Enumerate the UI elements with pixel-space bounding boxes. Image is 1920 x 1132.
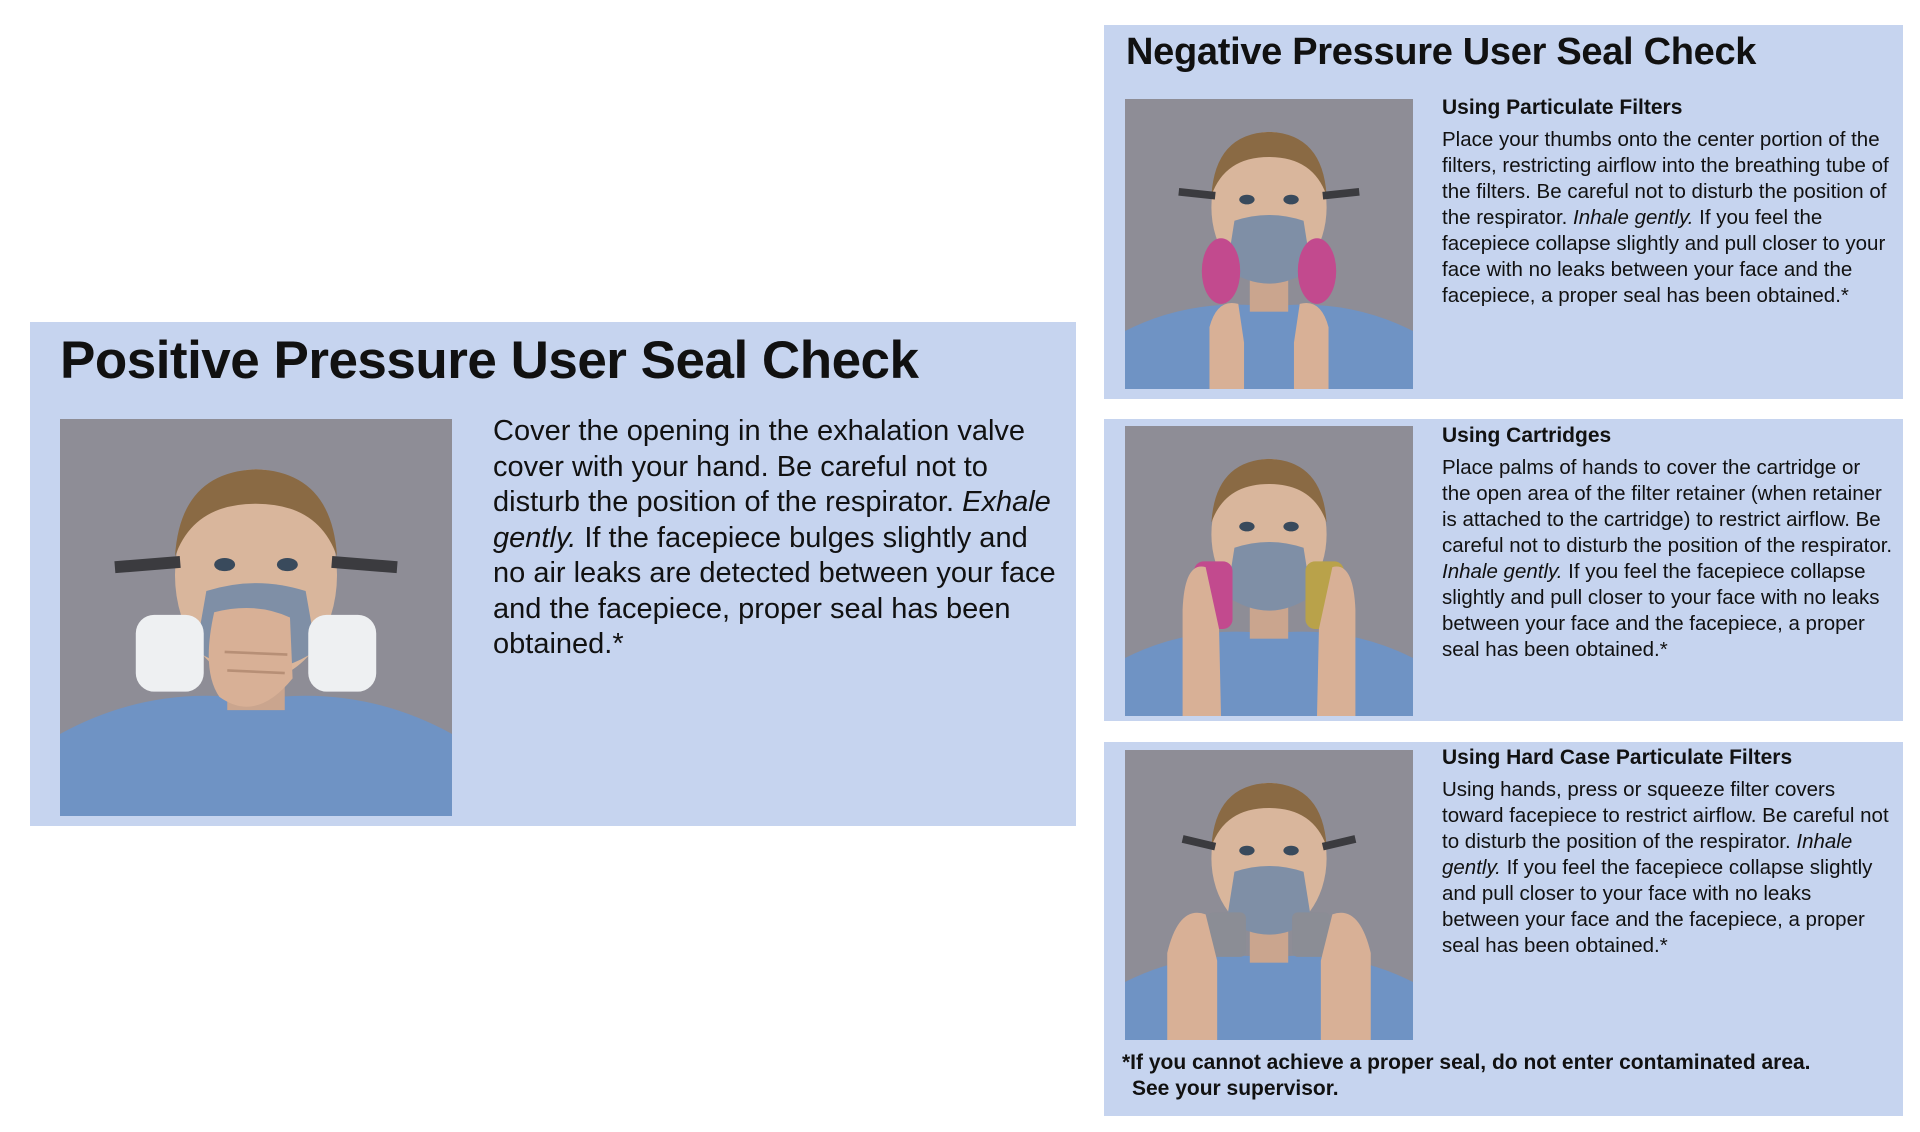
cartridges-text-2: If you feel the facepiece collapse slightly and pull closer to your face with no leaks between your face and the facepiece, a proper seal has been obtained.* [1442, 560, 1880, 661]
positive-pressure-text-2: If the facepiece bulges slightly and no air leaks are detected between your face and the facepiece, proper seal has been obtained.* [493, 521, 1056, 660]
cartridges-panel [1104, 419, 1903, 721]
footnote-line-2: See your supervisor. [1132, 1077, 1339, 1100]
hard-case-filters-text-1: Using hands, press or squeeze filter covers toward facepiece to restrict airflow. Be careful not to disturb the position of the respirator. [1442, 778, 1889, 853]
hard-case-filters-heading: Using Hard Case Particulate Filters [1442, 746, 1793, 769]
footnote [1122, 1050, 1892, 1102]
negative-pressure-panel [1104, 25, 1903, 399]
cartridges-section [1442, 423, 1894, 663]
particulate-filters-photo [1125, 99, 1413, 389]
footnote-line-1: *If you cannot achieve a proper seal, do not enter contaminated area. [1122, 1051, 1811, 1074]
cartridges-text-1: Place palms of hands to cover the cartridge or the open area of the filter retainer (when retainer is attached to the cartridge) to restrict airflow. Be careful not to disturb the position of the respirator. [1442, 456, 1893, 557]
particulate-filters-text-2: If you feel the facepiece collapse slightly and pull closer to your face with no leaks between your face and the facepiece, a proper seal has been obtained.* [1442, 206, 1886, 307]
positive-pressure-title: Positive Pressure User Seal Check [60, 331, 919, 390]
hard-case-filters-panel [1104, 742, 1903, 1116]
particulate-filters-section [1442, 95, 1894, 309]
particulate-filters-heading: Using Particulate Filters [1442, 96, 1683, 119]
particulate-filters-emphasis: Inhale gently. [1573, 206, 1694, 229]
particulate-filters-text-1: Place your thumbs onto the center portion of the filters, restricting airflow into the breathing tube of the filters. Be careful not to disturb the position of the respirator. [1442, 128, 1889, 229]
positive-pressure-photo [60, 419, 452, 816]
particulate-filters-text [1442, 127, 1894, 309]
cartridges-emphasis: Inhale gently. [1442, 560, 1563, 583]
hard-case-filters-emphasis: Inhale gently. [1442, 830, 1853, 879]
positive-pressure-emphasis: Exhale gently. [493, 486, 1051, 554]
cartridges-text [1442, 455, 1894, 663]
cartridges-photo [1125, 426, 1413, 716]
positive-pressure-panel [30, 322, 1076, 826]
hard-case-filters-text [1442, 777, 1894, 959]
hard-case-filters-text-2: If you feel the facepiece collapse slightly and pull closer to your face with no leaks between your face and the facepiece, a proper seal has been obtained.* [1442, 856, 1873, 957]
cartridges-heading: Using Cartridges [1442, 424, 1612, 447]
negative-pressure-title: Negative Pressure User Seal Check [1126, 31, 1757, 73]
positive-pressure-instructions [493, 414, 1063, 663]
hard-case-filters-section [1442, 745, 1894, 959]
positive-pressure-text-1: Cover the opening in the exhalation valve cover with your hand. Be careful not to disturb the position of the respirator. [493, 415, 1026, 518]
hard-case-filters-photo [1125, 750, 1413, 1040]
